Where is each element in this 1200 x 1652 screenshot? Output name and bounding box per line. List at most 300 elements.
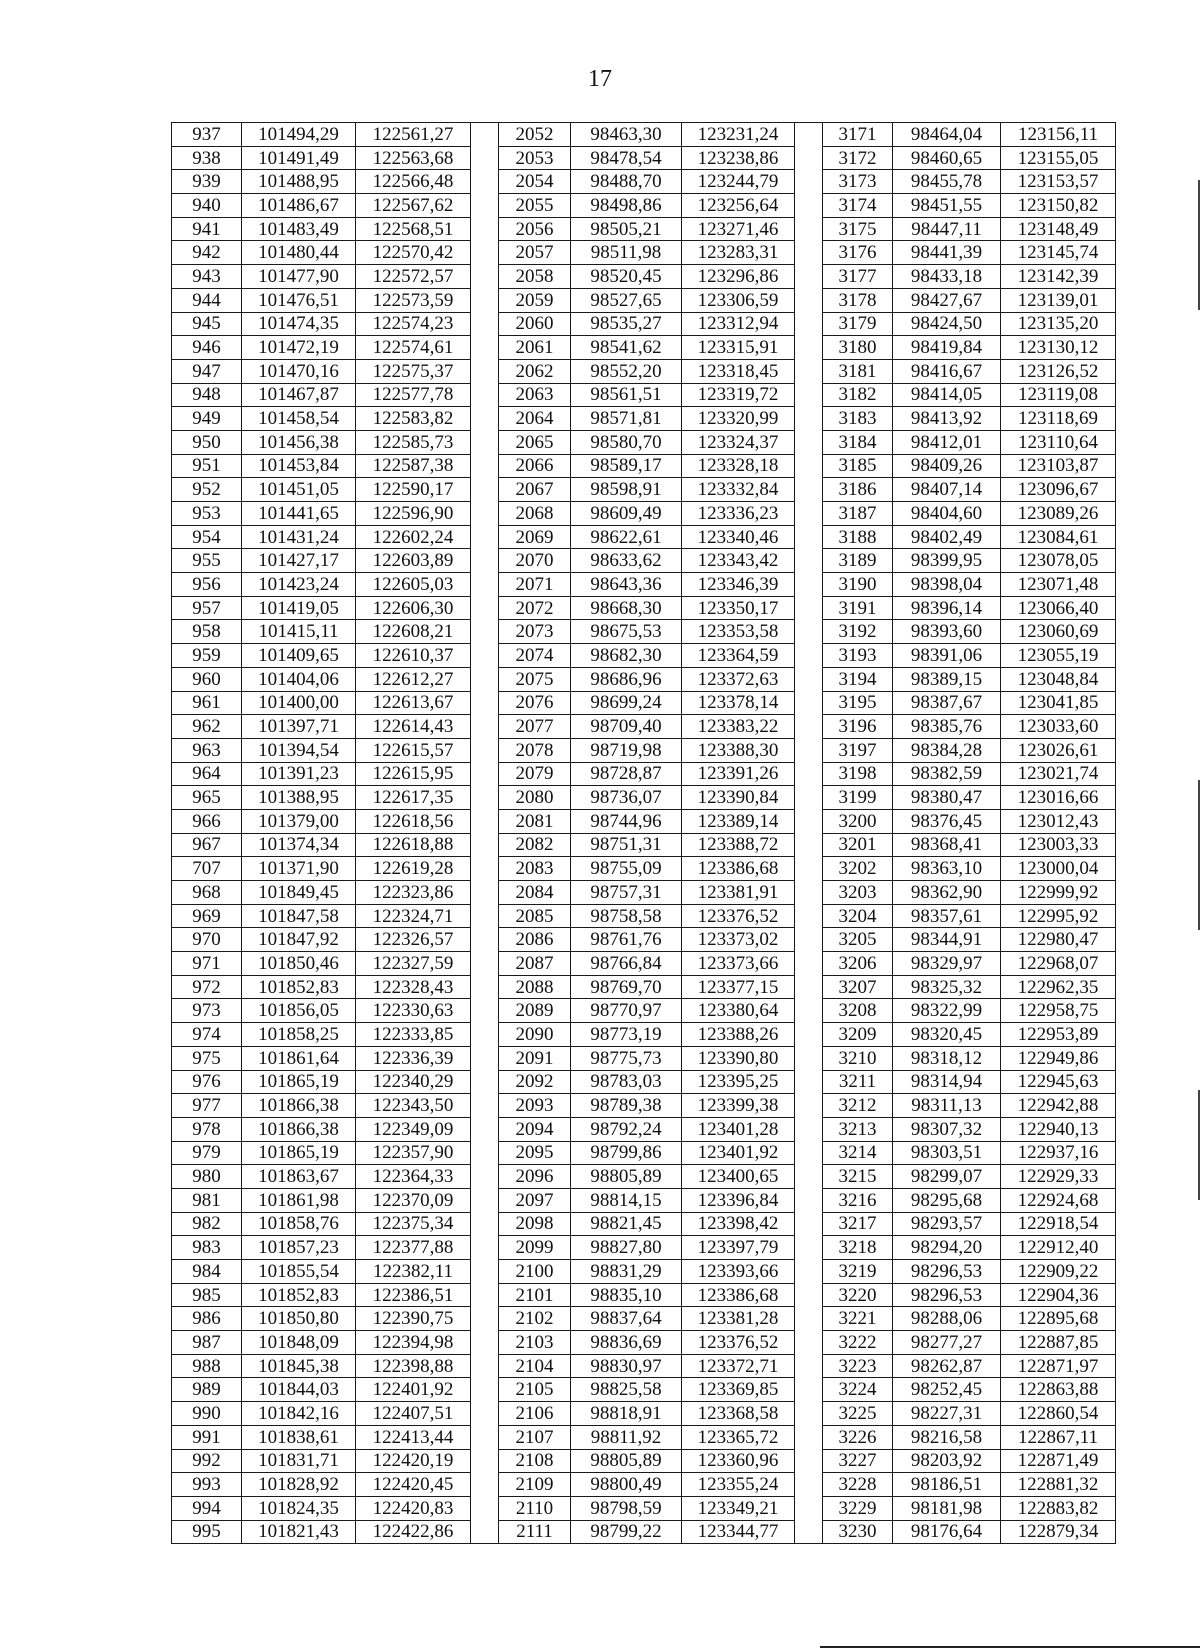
y-coordinate-cell: 123096,67 <box>1001 478 1116 502</box>
column-group-spacer <box>471 1260 499 1284</box>
column-group-spacer <box>795 1141 823 1165</box>
column-group-spacer <box>795 454 823 478</box>
point-number-cell: 944 <box>172 288 242 312</box>
y-coordinate-cell: 122572,57 <box>356 265 471 289</box>
column-group-spacer <box>471 596 499 620</box>
table-row <box>172 454 1116 478</box>
x-coordinate-cell: 98296,53 <box>893 1260 1001 1284</box>
point-number-cell: 2054 <box>499 170 571 194</box>
point-number-cell: 3205 <box>823 928 893 952</box>
column-group-spacer <box>795 738 823 762</box>
x-coordinate-cell: 98385,76 <box>893 715 1001 739</box>
y-coordinate-cell: 122904,36 <box>1001 1283 1116 1307</box>
table-row <box>172 123 1116 147</box>
x-coordinate-cell: 98320,45 <box>893 1023 1001 1047</box>
y-coordinate-cell: 122420,45 <box>356 1473 471 1497</box>
x-coordinate-cell: 101844,03 <box>242 1378 356 1402</box>
x-coordinate-cell: 98589,17 <box>571 454 682 478</box>
y-coordinate-cell: 122958,75 <box>1001 999 1116 1023</box>
x-coordinate-cell: 98433,18 <box>893 265 1001 289</box>
table-row <box>172 904 1116 928</box>
point-number-cell: 3216 <box>823 1188 893 1212</box>
point-number-cell: 2057 <box>499 241 571 265</box>
x-coordinate-cell: 98262,87 <box>893 1354 1001 1378</box>
x-coordinate-cell: 101858,25 <box>242 1023 356 1047</box>
y-coordinate-cell: 123324,37 <box>682 430 795 454</box>
x-coordinate-cell: 98699,24 <box>571 691 682 715</box>
point-number-cell: 966 <box>172 809 242 833</box>
y-coordinate-cell: 123060,69 <box>1001 620 1116 644</box>
x-coordinate-cell: 98407,14 <box>893 478 1001 502</box>
y-coordinate-cell: 122863,88 <box>1001 1378 1116 1402</box>
x-coordinate-cell: 101379,00 <box>242 809 356 833</box>
point-number-cell: 3189 <box>823 549 893 573</box>
column-group-spacer <box>471 904 499 928</box>
table-row <box>172 1023 1116 1047</box>
x-coordinate-cell: 101828,92 <box>242 1473 356 1497</box>
x-coordinate-cell: 101852,83 <box>242 1283 356 1307</box>
y-coordinate-cell: 123328,18 <box>682 454 795 478</box>
x-coordinate-cell: 101374,34 <box>242 833 356 857</box>
y-coordinate-cell: 123400,65 <box>682 1165 795 1189</box>
column-group-spacer <box>471 1094 499 1118</box>
point-number-cell: 3194 <box>823 667 893 691</box>
point-number-cell: 2081 <box>499 809 571 833</box>
point-number-cell: 3225 <box>823 1402 893 1426</box>
y-coordinate-cell: 123283,31 <box>682 241 795 265</box>
point-number-cell: 3184 <box>823 430 893 454</box>
y-coordinate-cell: 123048,84 <box>1001 667 1116 691</box>
y-coordinate-cell: 123401,28 <box>682 1117 795 1141</box>
y-coordinate-cell: 122370,09 <box>356 1188 471 1212</box>
table-row <box>172 881 1116 905</box>
y-coordinate-cell: 123360,96 <box>682 1449 795 1473</box>
x-coordinate-cell: 101431,24 <box>242 525 356 549</box>
x-coordinate-cell: 101847,92 <box>242 928 356 952</box>
point-number-cell: 992 <box>172 1449 242 1473</box>
x-coordinate-cell: 101855,54 <box>242 1260 356 1284</box>
table-row <box>172 1260 1116 1284</box>
point-number-cell: 3220 <box>823 1283 893 1307</box>
column-group-spacer <box>795 146 823 170</box>
x-coordinate-cell: 98357,61 <box>893 904 1001 928</box>
y-coordinate-cell: 122375,34 <box>356 1212 471 1236</box>
table-row <box>172 762 1116 786</box>
column-group-spacer <box>795 1212 823 1236</box>
y-coordinate-cell: 123110,64 <box>1001 430 1116 454</box>
x-coordinate-cell: 101409,65 <box>242 644 356 668</box>
point-number-cell: 2076 <box>499 691 571 715</box>
column-group-spacer <box>795 881 823 905</box>
column-group-spacer <box>471 241 499 265</box>
point-number-cell: 3174 <box>823 194 893 218</box>
column-group-spacer <box>471 1449 499 1473</box>
point-number-cell: 2052 <box>499 123 571 147</box>
point-number-cell: 960 <box>172 667 242 691</box>
point-number-cell: 3176 <box>823 241 893 265</box>
point-number-cell: 2053 <box>499 146 571 170</box>
point-number-cell: 2092 <box>499 1070 571 1094</box>
x-coordinate-cell: 98821,45 <box>571 1212 682 1236</box>
point-number-cell: 3227 <box>823 1449 893 1473</box>
point-number-cell: 989 <box>172 1378 242 1402</box>
y-coordinate-cell: 123119,08 <box>1001 383 1116 407</box>
x-coordinate-cell: 98836,69 <box>571 1331 682 1355</box>
y-coordinate-cell: 122567,62 <box>356 194 471 218</box>
table-row <box>172 975 1116 999</box>
x-coordinate-cell: 101838,61 <box>242 1425 356 1449</box>
column-group-spacer <box>471 407 499 431</box>
page-number: 17 <box>588 66 612 92</box>
y-coordinate-cell: 122573,59 <box>356 288 471 312</box>
x-coordinate-cell: 98783,03 <box>571 1070 682 1094</box>
y-coordinate-cell: 122364,33 <box>356 1165 471 1189</box>
point-number-cell: 2078 <box>499 738 571 762</box>
y-coordinate-cell: 122602,24 <box>356 525 471 549</box>
point-number-cell: 949 <box>172 407 242 431</box>
x-coordinate-cell: 98299,07 <box>893 1165 1001 1189</box>
x-coordinate-cell: 98830,97 <box>571 1354 682 1378</box>
column-group-spacer <box>795 502 823 526</box>
column-group-spacer <box>795 1283 823 1307</box>
x-coordinate-cell: 101458,54 <box>242 407 356 431</box>
table-row <box>172 715 1116 739</box>
x-coordinate-cell: 101865,19 <box>242 1070 356 1094</box>
point-number-cell: 2079 <box>499 762 571 786</box>
point-number-cell: 962 <box>172 715 242 739</box>
y-coordinate-cell: 123390,84 <box>682 786 795 810</box>
x-coordinate-cell: 98329,97 <box>893 952 1001 976</box>
y-coordinate-cell: 123155,05 <box>1001 146 1116 170</box>
column-group-spacer <box>471 573 499 597</box>
column-group-spacer <box>795 217 823 241</box>
column-group-spacer <box>471 383 499 407</box>
point-number-cell: 2109 <box>499 1473 571 1497</box>
y-coordinate-cell: 123364,59 <box>682 644 795 668</box>
y-coordinate-cell: 123153,57 <box>1001 170 1116 194</box>
y-coordinate-cell: 123388,72 <box>682 833 795 857</box>
table-row <box>172 312 1116 336</box>
x-coordinate-cell: 98391,06 <box>893 644 1001 668</box>
x-coordinate-cell: 98384,28 <box>893 738 1001 762</box>
x-coordinate-cell: 98181,98 <box>893 1496 1001 1520</box>
point-number-cell: 2055 <box>499 194 571 218</box>
column-group-spacer <box>471 454 499 478</box>
point-number-cell: 2074 <box>499 644 571 668</box>
y-coordinate-cell: 123399,38 <box>682 1094 795 1118</box>
x-coordinate-cell: 98363,10 <box>893 857 1001 881</box>
x-coordinate-cell: 98682,30 <box>571 644 682 668</box>
column-group-spacer <box>795 1165 823 1189</box>
x-coordinate-cell: 98792,24 <box>571 1117 682 1141</box>
x-coordinate-cell: 98800,49 <box>571 1473 682 1497</box>
column-group-spacer <box>795 620 823 644</box>
point-number-cell: 2058 <box>499 265 571 289</box>
y-coordinate-cell: 122909,22 <box>1001 1260 1116 1284</box>
column-group-spacer <box>795 833 823 857</box>
y-coordinate-cell: 122328,43 <box>356 975 471 999</box>
y-coordinate-cell: 122999,92 <box>1001 881 1116 905</box>
column-group-spacer <box>471 952 499 976</box>
column-group-spacer <box>795 857 823 881</box>
table-row <box>172 1425 1116 1449</box>
x-coordinate-cell: 98643,36 <box>571 573 682 597</box>
point-number-cell: 2094 <box>499 1117 571 1141</box>
point-number-cell: 3224 <box>823 1378 893 1402</box>
x-coordinate-cell: 101856,05 <box>242 999 356 1023</box>
table-row <box>172 809 1116 833</box>
table-row <box>172 644 1116 668</box>
x-coordinate-cell: 101821,43 <box>242 1520 356 1544</box>
point-number-cell: 3195 <box>823 691 893 715</box>
y-coordinate-cell: 123343,42 <box>682 549 795 573</box>
y-coordinate-cell: 122330,63 <box>356 999 471 1023</box>
point-number-cell: 982 <box>172 1212 242 1236</box>
column-group-spacer <box>795 288 823 312</box>
table-row <box>172 833 1116 857</box>
point-number-cell: 938 <box>172 146 242 170</box>
point-number-cell: 986 <box>172 1307 242 1331</box>
y-coordinate-cell: 122953,89 <box>1001 1023 1116 1047</box>
x-coordinate-cell: 101848,09 <box>242 1331 356 1355</box>
column-group-spacer <box>471 430 499 454</box>
x-coordinate-cell: 98789,38 <box>571 1094 682 1118</box>
point-number-cell: 3202 <box>823 857 893 881</box>
point-number-cell: 983 <box>172 1236 242 1260</box>
point-number-cell: 3211 <box>823 1070 893 1094</box>
y-coordinate-cell: 123271,46 <box>682 217 795 241</box>
y-coordinate-cell: 123003,33 <box>1001 833 1116 857</box>
column-group-spacer <box>795 573 823 597</box>
y-coordinate-cell: 122333,85 <box>356 1023 471 1047</box>
x-coordinate-cell: 98402,49 <box>893 525 1001 549</box>
y-coordinate-cell: 123135,20 <box>1001 312 1116 336</box>
y-coordinate-cell: 122590,17 <box>356 478 471 502</box>
point-number-cell: 3210 <box>823 1046 893 1070</box>
point-number-cell: 3209 <box>823 1023 893 1047</box>
point-number-cell: 955 <box>172 549 242 573</box>
point-number-cell: 2070 <box>499 549 571 573</box>
point-number-cell: 2096 <box>499 1165 571 1189</box>
point-number-cell: 937 <box>172 123 242 147</box>
x-coordinate-cell: 98455,78 <box>893 170 1001 194</box>
y-coordinate-cell: 122995,92 <box>1001 904 1116 928</box>
point-number-cell: 3180 <box>823 336 893 360</box>
x-coordinate-cell: 101850,46 <box>242 952 356 976</box>
column-group-spacer <box>471 1496 499 1520</box>
point-number-cell: 993 <box>172 1473 242 1497</box>
point-number-cell: 3201 <box>823 833 893 857</box>
y-coordinate-cell: 122860,54 <box>1001 1402 1116 1426</box>
point-number-cell: 2106 <box>499 1402 571 1426</box>
y-coordinate-cell: 123118,69 <box>1001 407 1116 431</box>
x-coordinate-cell: 101477,90 <box>242 265 356 289</box>
y-coordinate-cell: 122327,59 <box>356 952 471 976</box>
y-coordinate-cell: 123332,84 <box>682 478 795 502</box>
y-coordinate-cell: 123016,66 <box>1001 786 1116 810</box>
y-coordinate-cell: 123355,24 <box>682 1473 795 1497</box>
coordinates-table <box>171 122 1116 1544</box>
y-coordinate-cell: 122343,50 <box>356 1094 471 1118</box>
point-number-cell: 3204 <box>823 904 893 928</box>
y-coordinate-cell: 123373,66 <box>682 952 795 976</box>
point-number-cell: 3207 <box>823 975 893 999</box>
x-coordinate-cell: 98396,14 <box>893 596 1001 620</box>
x-coordinate-cell: 98805,89 <box>571 1449 682 1473</box>
y-coordinate-cell: 123256,64 <box>682 194 795 218</box>
x-coordinate-cell: 101453,84 <box>242 454 356 478</box>
point-number-cell: 2068 <box>499 502 571 526</box>
y-coordinate-cell: 122563,68 <box>356 146 471 170</box>
point-number-cell: 976 <box>172 1070 242 1094</box>
x-coordinate-cell: 98399,95 <box>893 549 1001 573</box>
y-coordinate-cell: 122574,61 <box>356 336 471 360</box>
y-coordinate-cell: 122420,83 <box>356 1496 471 1520</box>
y-coordinate-cell: 122980,47 <box>1001 928 1116 952</box>
table-row <box>172 288 1116 312</box>
x-coordinate-cell: 101456,38 <box>242 430 356 454</box>
y-coordinate-cell: 122324,71 <box>356 904 471 928</box>
y-coordinate-cell: 123372,71 <box>682 1354 795 1378</box>
table-row <box>172 691 1116 715</box>
point-number-cell: 939 <box>172 170 242 194</box>
point-number-cell: 3185 <box>823 454 893 478</box>
y-coordinate-cell: 123055,19 <box>1001 644 1116 668</box>
point-number-cell: 943 <box>172 265 242 289</box>
point-number-cell: 2085 <box>499 904 571 928</box>
column-group-spacer <box>471 762 499 786</box>
x-coordinate-cell: 98535,27 <box>571 312 682 336</box>
column-group-spacer <box>471 146 499 170</box>
y-coordinate-cell: 123150,82 <box>1001 194 1116 218</box>
column-group-spacer <box>795 1331 823 1355</box>
x-coordinate-cell: 101371,90 <box>242 857 356 881</box>
x-coordinate-cell: 98766,84 <box>571 952 682 976</box>
y-coordinate-cell: 123388,30 <box>682 738 795 762</box>
point-number-cell: 2095 <box>499 1141 571 1165</box>
table-row <box>172 1520 1116 1544</box>
point-number-cell: 3228 <box>823 1473 893 1497</box>
table-row <box>172 738 1116 762</box>
column-group-spacer <box>471 1307 499 1331</box>
x-coordinate-cell: 98362,90 <box>893 881 1001 905</box>
x-coordinate-cell: 101404,06 <box>242 667 356 691</box>
y-coordinate-cell: 123156,11 <box>1001 123 1116 147</box>
column-group-spacer <box>471 217 499 241</box>
point-number-cell: 2072 <box>499 596 571 620</box>
table-row <box>172 336 1116 360</box>
point-number-cell: 970 <box>172 928 242 952</box>
y-coordinate-cell: 123376,52 <box>682 1331 795 1355</box>
column-group-spacer <box>795 383 823 407</box>
column-group-spacer <box>471 1070 499 1094</box>
x-coordinate-cell: 98387,67 <box>893 691 1001 715</box>
y-coordinate-cell: 123231,24 <box>682 123 795 147</box>
column-group-spacer <box>471 1378 499 1402</box>
column-group-spacer <box>471 123 499 147</box>
column-group-spacer <box>795 928 823 952</box>
point-number-cell: 957 <box>172 596 242 620</box>
y-coordinate-cell: 123066,40 <box>1001 596 1116 620</box>
y-coordinate-cell: 122895,68 <box>1001 1307 1116 1331</box>
x-coordinate-cell: 98414,05 <box>893 383 1001 407</box>
table-row <box>172 265 1116 289</box>
table-row <box>172 1449 1116 1473</box>
point-number-cell: 2069 <box>499 525 571 549</box>
x-coordinate-cell: 101474,35 <box>242 312 356 336</box>
x-coordinate-cell: 101845,38 <box>242 1354 356 1378</box>
y-coordinate-cell: 122608,21 <box>356 620 471 644</box>
y-coordinate-cell: 123312,94 <box>682 312 795 336</box>
x-coordinate-cell: 98295,68 <box>893 1188 1001 1212</box>
y-coordinate-cell: 122394,98 <box>356 1331 471 1355</box>
y-coordinate-cell: 122323,86 <box>356 881 471 905</box>
x-coordinate-cell: 101400,00 <box>242 691 356 715</box>
column-group-spacer <box>795 1496 823 1520</box>
point-number-cell: 3217 <box>823 1212 893 1236</box>
y-coordinate-cell: 123396,84 <box>682 1188 795 1212</box>
x-coordinate-cell: 98831,29 <box>571 1260 682 1284</box>
table-row <box>172 194 1116 218</box>
column-group-spacer <box>795 478 823 502</box>
y-coordinate-cell: 122912,40 <box>1001 1236 1116 1260</box>
column-group-spacer <box>795 1046 823 1070</box>
point-number-cell: 2077 <box>499 715 571 739</box>
point-number-cell: 2061 <box>499 336 571 360</box>
x-coordinate-cell: 98416,67 <box>893 359 1001 383</box>
y-coordinate-cell: 123315,91 <box>682 336 795 360</box>
y-coordinate-cell: 122929,33 <box>1001 1165 1116 1189</box>
point-number-cell: 2073 <box>499 620 571 644</box>
point-number-cell: 2091 <box>499 1046 571 1070</box>
y-coordinate-cell: 122336,39 <box>356 1046 471 1070</box>
point-number-cell: 2088 <box>499 975 571 999</box>
point-number-cell: 975 <box>172 1046 242 1070</box>
column-group-spacer <box>795 1260 823 1284</box>
y-coordinate-cell: 123373,02 <box>682 928 795 952</box>
column-group-spacer <box>471 1354 499 1378</box>
table-row <box>172 1117 1116 1141</box>
y-coordinate-cell: 123368,58 <box>682 1402 795 1426</box>
column-group-spacer <box>795 975 823 999</box>
point-number-cell: 3191 <box>823 596 893 620</box>
column-group-spacer <box>471 738 499 762</box>
column-group-spacer <box>471 1023 499 1047</box>
point-number-cell: 991 <box>172 1425 242 1449</box>
column-group-spacer <box>795 1473 823 1497</box>
y-coordinate-cell: 123401,92 <box>682 1141 795 1165</box>
column-group-spacer <box>471 478 499 502</box>
point-number-cell: 2102 <box>499 1307 571 1331</box>
y-coordinate-cell: 122612,27 <box>356 667 471 691</box>
point-number-cell: 984 <box>172 1260 242 1284</box>
x-coordinate-cell: 98460,65 <box>893 146 1001 170</box>
x-coordinate-cell: 98498,86 <box>571 194 682 218</box>
x-coordinate-cell: 98744,96 <box>571 809 682 833</box>
table-row <box>172 1283 1116 1307</box>
column-group-spacer <box>795 999 823 1023</box>
column-group-spacer <box>795 786 823 810</box>
y-coordinate-cell: 122561,27 <box>356 123 471 147</box>
point-number-cell: 2075 <box>499 667 571 691</box>
point-number-cell: 2093 <box>499 1094 571 1118</box>
table-row <box>172 999 1116 1023</box>
x-coordinate-cell: 101415,11 <box>242 620 356 644</box>
column-group-spacer <box>471 715 499 739</box>
y-coordinate-cell: 122871,97 <box>1001 1354 1116 1378</box>
y-coordinate-cell: 122949,86 <box>1001 1046 1116 1070</box>
point-number-cell: 2062 <box>499 359 571 383</box>
